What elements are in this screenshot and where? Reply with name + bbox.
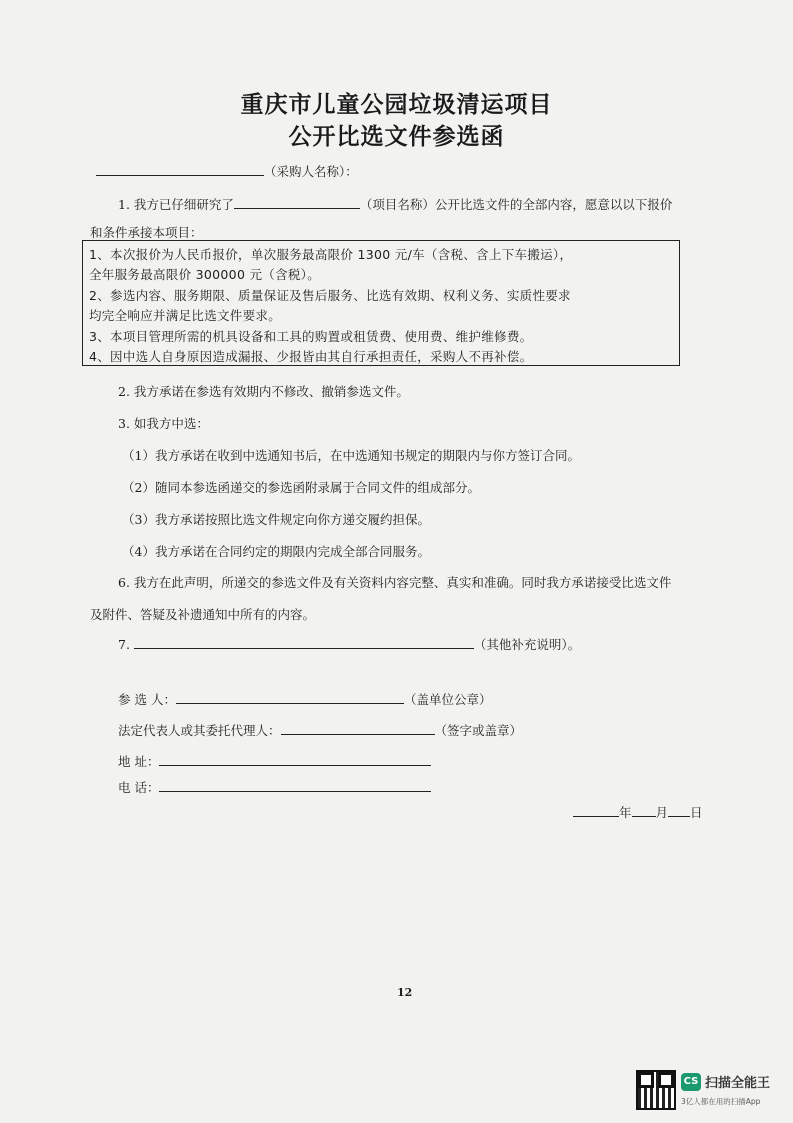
paragraph-7-suffix: （其他补充说明）。 bbox=[473, 637, 581, 652]
box-line-1: 1、本次报价为人民币报价，单次服务最高限价 1300 元/车（含税、含上下车搬运）， bbox=[89, 247, 573, 262]
phone-row bbox=[118, 778, 431, 796]
other-notes-blank bbox=[134, 635, 474, 649]
document-title-line1: 重庆市儿童公园垃圾清运项目 bbox=[240, 92, 553, 118]
sub-item-4: （4）我方承诺在合同约定的期限内完成全部合同服务。 bbox=[122, 544, 430, 559]
box-line-5: 3、本项目管理所需的机具设备和工具的购置或租赁费、使用费、维护维修费。 bbox=[89, 329, 533, 344]
paragraph-1-prefix: 1. 我方已仔细研究了 bbox=[118, 197, 234, 212]
paragraph-1 bbox=[118, 195, 672, 213]
paragraph-6-line-2: 及附件、答疑及补遗通知中所有的内容。 bbox=[90, 607, 316, 622]
representative-row bbox=[118, 721, 522, 739]
date-row bbox=[573, 803, 703, 821]
watermark-app-name: 扫描全能王 bbox=[705, 1076, 771, 1091]
page-number: 12 bbox=[397, 986, 413, 999]
sub-item-2: （2）随同本参选函递交的参选函附录属于合同文件的组成部分。 bbox=[122, 480, 480, 495]
document-title-line2: 公开比选文件参选函 bbox=[288, 124, 505, 150]
box-line-3: 2、参选内容、服务期限、质量保证及售后服务、比选有效期、权利义务、实质性要求 bbox=[89, 288, 571, 303]
bidder-blank bbox=[176, 690, 404, 704]
paragraph-3: 3. 如我方中选： bbox=[118, 416, 209, 431]
address-row bbox=[118, 752, 431, 770]
paragraph-7-prefix: 7. bbox=[118, 637, 130, 652]
paragraph-6-line-1: 6. 我方在此声明，所递交的参选文件及有关资料内容完整、真实和准确。同时我方承诺接受比选文件 bbox=[118, 575, 672, 590]
address-blank bbox=[159, 752, 431, 766]
qr-code-icon bbox=[636, 1070, 676, 1110]
phone-blank bbox=[159, 778, 431, 792]
quotation-conditions-box bbox=[82, 240, 680, 366]
day-label: 日 bbox=[690, 805, 703, 820]
box-line-2: 全年服务最高限价 300000 元（含税）。 bbox=[89, 267, 321, 282]
sub-item-1: （1）我方承诺在收到中选通知书后，在中选通知书规定的期限内与你方签订合同。 bbox=[122, 448, 580, 463]
addressee-label: （采购人名称）： bbox=[264, 164, 358, 179]
representative-note: （签字或盖章） bbox=[434, 723, 523, 738]
phone-label: 电 话： bbox=[118, 780, 160, 795]
paragraph-1-continuation: 和条件承接本项目： bbox=[90, 225, 203, 240]
watermark-app-slogan: 3亿人都在用的扫描App bbox=[681, 1097, 761, 1106]
address-label: 地 址： bbox=[118, 754, 160, 769]
project-name-blank bbox=[234, 195, 360, 209]
box-line-4: 均完全响应并满足比选文件要求。 bbox=[89, 308, 282, 323]
bidder-note: （盖单位公章） bbox=[403, 692, 492, 707]
day-blank bbox=[668, 803, 690, 817]
camscanner-logo-icon: CS bbox=[681, 1073, 701, 1091]
bidder-label: 参 选 人： bbox=[118, 692, 176, 707]
paragraph-1-suffix: （项目名称）公开比选文件的全部内容，愿意以以下报价 bbox=[359, 197, 673, 212]
month-blank bbox=[632, 803, 656, 817]
year-blank bbox=[573, 803, 619, 817]
sub-item-3: （3）我方承诺按照比选文件规定向你方递交履约担保。 bbox=[122, 512, 430, 527]
bidder-row bbox=[118, 690, 491, 708]
purchaser-name-blank bbox=[96, 162, 264, 176]
month-label: 月 bbox=[655, 805, 669, 820]
representative-label: 法定代表人或其委托代理人： bbox=[118, 723, 281, 738]
year-label: 年 bbox=[619, 805, 632, 820]
paragraph-2: 2. 我方承诺在参选有效期内不修改、撤销参选文件。 bbox=[118, 384, 409, 399]
addressee-line bbox=[96, 162, 358, 180]
box-line-6: 4、因中选人自身原因造成漏报、少报皆由其自行承担责任，采购人不再补偿。 bbox=[89, 349, 533, 364]
paragraph-7 bbox=[118, 635, 580, 653]
representative-blank bbox=[281, 721, 435, 735]
